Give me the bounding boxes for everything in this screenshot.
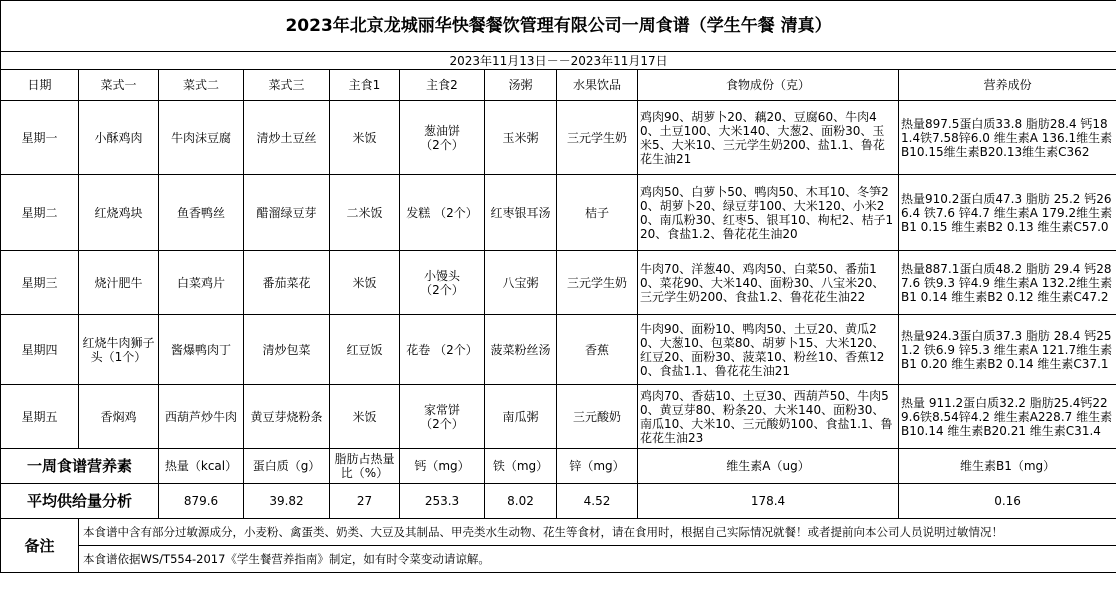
dish3-cell: 醋溜绿豆芽 [244, 175, 330, 251]
summary-value-zinc: 4.52 [557, 484, 638, 519]
header-staple2: 主食2 [400, 70, 485, 101]
fruit-cell: 三元学生奶 [557, 101, 638, 175]
dish1-cell: 红烧牛肉狮子头（1个） [79, 315, 159, 385]
header-soup: 汤粥 [485, 70, 557, 101]
summary-header-row [1, 449, 1116, 484]
dish2-cell: 西葫芦炒牛肉 [159, 385, 244, 449]
summary-value-fat: 27 [330, 484, 400, 519]
soup-cell: 八宝粥 [485, 251, 557, 315]
nutrition-cell: 热量924.3蛋白质37.3 脂肪 28.4 钙251.2 铁6.9 锌5.3 维生素A 121.7维生素B1 0.20 维生素B2 0.14 维生素C37.1 [899, 315, 1116, 385]
summary-header-vita: 维生素A（ug） [638, 449, 899, 484]
table-row [1, 175, 1116, 251]
summary-label-average: 平均供给量分析 [1, 484, 159, 519]
staple2-cell: 葱油饼 （2个） [400, 101, 485, 175]
header-row [1, 70, 1116, 101]
dish3-cell: 番茄菜花 [244, 251, 330, 315]
dish2-cell: 鱼香鸭丝 [159, 175, 244, 251]
header-ingredients: 食物成份（克） [638, 70, 899, 101]
ingredients-cell: 鸡肉50、白萝卜50、鸭肉50、木耳10、冬笋20、胡萝卜20、绿豆芽100、大米120、小米20、南瓜粉30、红枣5、银耳10、枸杞2、桔子120、食盐1.2、鲁花花生油20 [638, 175, 899, 251]
header-dish3: 菜式三 [244, 70, 330, 101]
day-label: 星期一 [1, 101, 79, 175]
page-title: 2023年北京龙城丽华快餐餐饮管理有限公司一周食谱（学生午餐 清真） [1, 1, 1116, 52]
soup-cell: 南瓜粥 [485, 385, 557, 449]
dish2-cell: 牛肉沫豆腐 [159, 101, 244, 175]
ingredients-cell: 鸡肉90、胡萝卜20、藕20、豆腐60、牛肉40、土豆100、大米140、大葱2、面粉30、玉米5、大米10、三元学生奶200、盐1.1、鲁花花生油21 [638, 101, 899, 175]
summary-value-calcium: 253.3 [400, 484, 485, 519]
staple1-cell: 米饭 [330, 251, 400, 315]
nutrition-cell: 热量910.2蛋白质47.3 脂肪 25.2 钙266.4 铁7.6 锌4.7 维生素A 179.2维生素B1 0.15 维生素B2 0.13 维生素C57.0 [899, 175, 1116, 251]
table-row [1, 251, 1116, 315]
staple1-cell: 米饭 [330, 385, 400, 449]
fruit-cell: 三元酸奶 [557, 385, 638, 449]
dish3-cell: 清炒土豆丝 [244, 101, 330, 175]
dish2-cell: 白菜鸡片 [159, 251, 244, 315]
fruit-cell: 三元学生奶 [557, 251, 638, 315]
table-row [1, 315, 1116, 385]
dish1-cell: 烧汁肥牛 [79, 251, 159, 315]
staple2-cell: 花卷 （2个） [400, 315, 485, 385]
soup-cell: 红枣银耳汤 [485, 175, 557, 251]
dish1-cell: 小酥鸡肉 [79, 101, 159, 175]
date-range: 2023年11月13日－－2023年11月17日 [1, 52, 1116, 70]
ingredients-cell: 鸡肉70、香菇10、土豆30、西葫芦50、牛肉50、黄豆芽80、粉条20、大米140、面粉30、南瓜10、大米10、三元酸奶100、食盐1.1、鲁花花生油23 [638, 385, 899, 449]
guideline-note: 本食谱依据WS/T554-2017《学生餐营养指南》制定，如有时令菜变动请谅解。 [79, 546, 1116, 573]
notes-label: 备注 [1, 519, 79, 573]
staple2-cell: 小馒头 （2个） [400, 251, 485, 315]
notes-row-1 [1, 519, 1116, 546]
staple2-cell: 家常饼 （2个） [400, 385, 485, 449]
allergen-note: 本食谱中含有部分过敏源成分，小麦粉、禽蛋类、奶类、大豆及其制品、甲壳类水生动物、花生等食材，请在食用时，根据自己实际情况就餐！或者提前向本公司人员说明过敏情况！ [79, 519, 1116, 546]
nutrition-cell: 热量 911.2蛋白质32.2 脂肪25.4钙229.6铁8.54锌4.2 维生素A228.7 维生素B10.14 维生素B20.21 维生素C31.4 [899, 385, 1116, 449]
summary-header-protein: 蛋白质（g） [244, 449, 330, 484]
soup-cell: 菠菜粉丝汤 [485, 315, 557, 385]
nutrition-cell: 热量897.5蛋白质33.8 脂肪28.4 钙181.4铁7.58锌6.0 维生素A 136.1维生素B10.15维生素B20.13维生素C362 [899, 101, 1116, 175]
summary-header-iron: 铁（mg） [485, 449, 557, 484]
soup-cell: 玉米粥 [485, 101, 557, 175]
staple1-cell: 米饭 [330, 101, 400, 175]
summary-value-protein: 39.82 [244, 484, 330, 519]
ingredients-cell: 牛肉90、面粉10、鸭肉50、土豆20、黄瓜20、大葱10、包菜80、胡萝卜15、大米120、红豆20、面粉30、菠菜10、粉丝10、香蕉120、食盐1.1、鲁花花生油21 [638, 315, 899, 385]
summary-value-row [1, 484, 1116, 519]
summary-value-vitb1: 0.16 [899, 484, 1116, 519]
summary-value-vita: 178.4 [638, 484, 899, 519]
fruit-cell: 香蕉 [557, 315, 638, 385]
staple2-cell: 发糕 （2个） [400, 175, 485, 251]
ingredients-cell: 牛肉70、洋葱40、鸡肉50、白菜50、番茄10、菜花90、大米140、面粉30、八宝米20、三元学生奶200、食盐1.2、鲁花花生油22 [638, 251, 899, 315]
dish1-cell: 香焖鸡 [79, 385, 159, 449]
notes-row-2 [1, 546, 1116, 573]
header-date: 日期 [1, 70, 79, 101]
header-dish1: 菜式一 [79, 70, 159, 101]
summary-header-fat: 脂肪占热量比（%） [330, 449, 400, 484]
day-label: 星期三 [1, 251, 79, 315]
summary-value-energy: 879.6 [159, 484, 244, 519]
staple1-cell: 二米饭 [330, 175, 400, 251]
summary-header-vitb1: 维生素B1（mg） [899, 449, 1116, 484]
summary-header-energy: 热量（kcal） [159, 449, 244, 484]
header-fruit: 水果饮品 [557, 70, 638, 101]
header-nutrition: 营养成份 [899, 70, 1116, 101]
table-row [1, 385, 1116, 449]
staple1-cell: 红豆饭 [330, 315, 400, 385]
summary-label-nutrients: 一周食谱营养素 [1, 449, 159, 484]
summary-header-zinc: 锌（mg） [557, 449, 638, 484]
dish3-cell: 清炒包菜 [244, 315, 330, 385]
nutrition-cell: 热量887.1蛋白质48.2 脂肪 29.4 钙287.6 铁9.3 锌4.9 维生素A 132.2维生素B1 0.14 维生素B2 0.12 维生素C47.2 [899, 251, 1116, 315]
header-dish2: 菜式二 [159, 70, 244, 101]
dish1-cell: 红烧鸡块 [79, 175, 159, 251]
dish3-cell: 黄豆芽烧粉条 [244, 385, 330, 449]
summary-header-calcium: 钙（mg） [400, 449, 485, 484]
dish2-cell: 酱爆鸭肉丁 [159, 315, 244, 385]
fruit-cell: 桔子 [557, 175, 638, 251]
header-staple1: 主食1 [330, 70, 400, 101]
summary-value-iron: 8.02 [485, 484, 557, 519]
day-label: 星期四 [1, 315, 79, 385]
table-row [1, 101, 1116, 175]
day-label: 星期二 [1, 175, 79, 251]
day-label: 星期五 [1, 385, 79, 449]
